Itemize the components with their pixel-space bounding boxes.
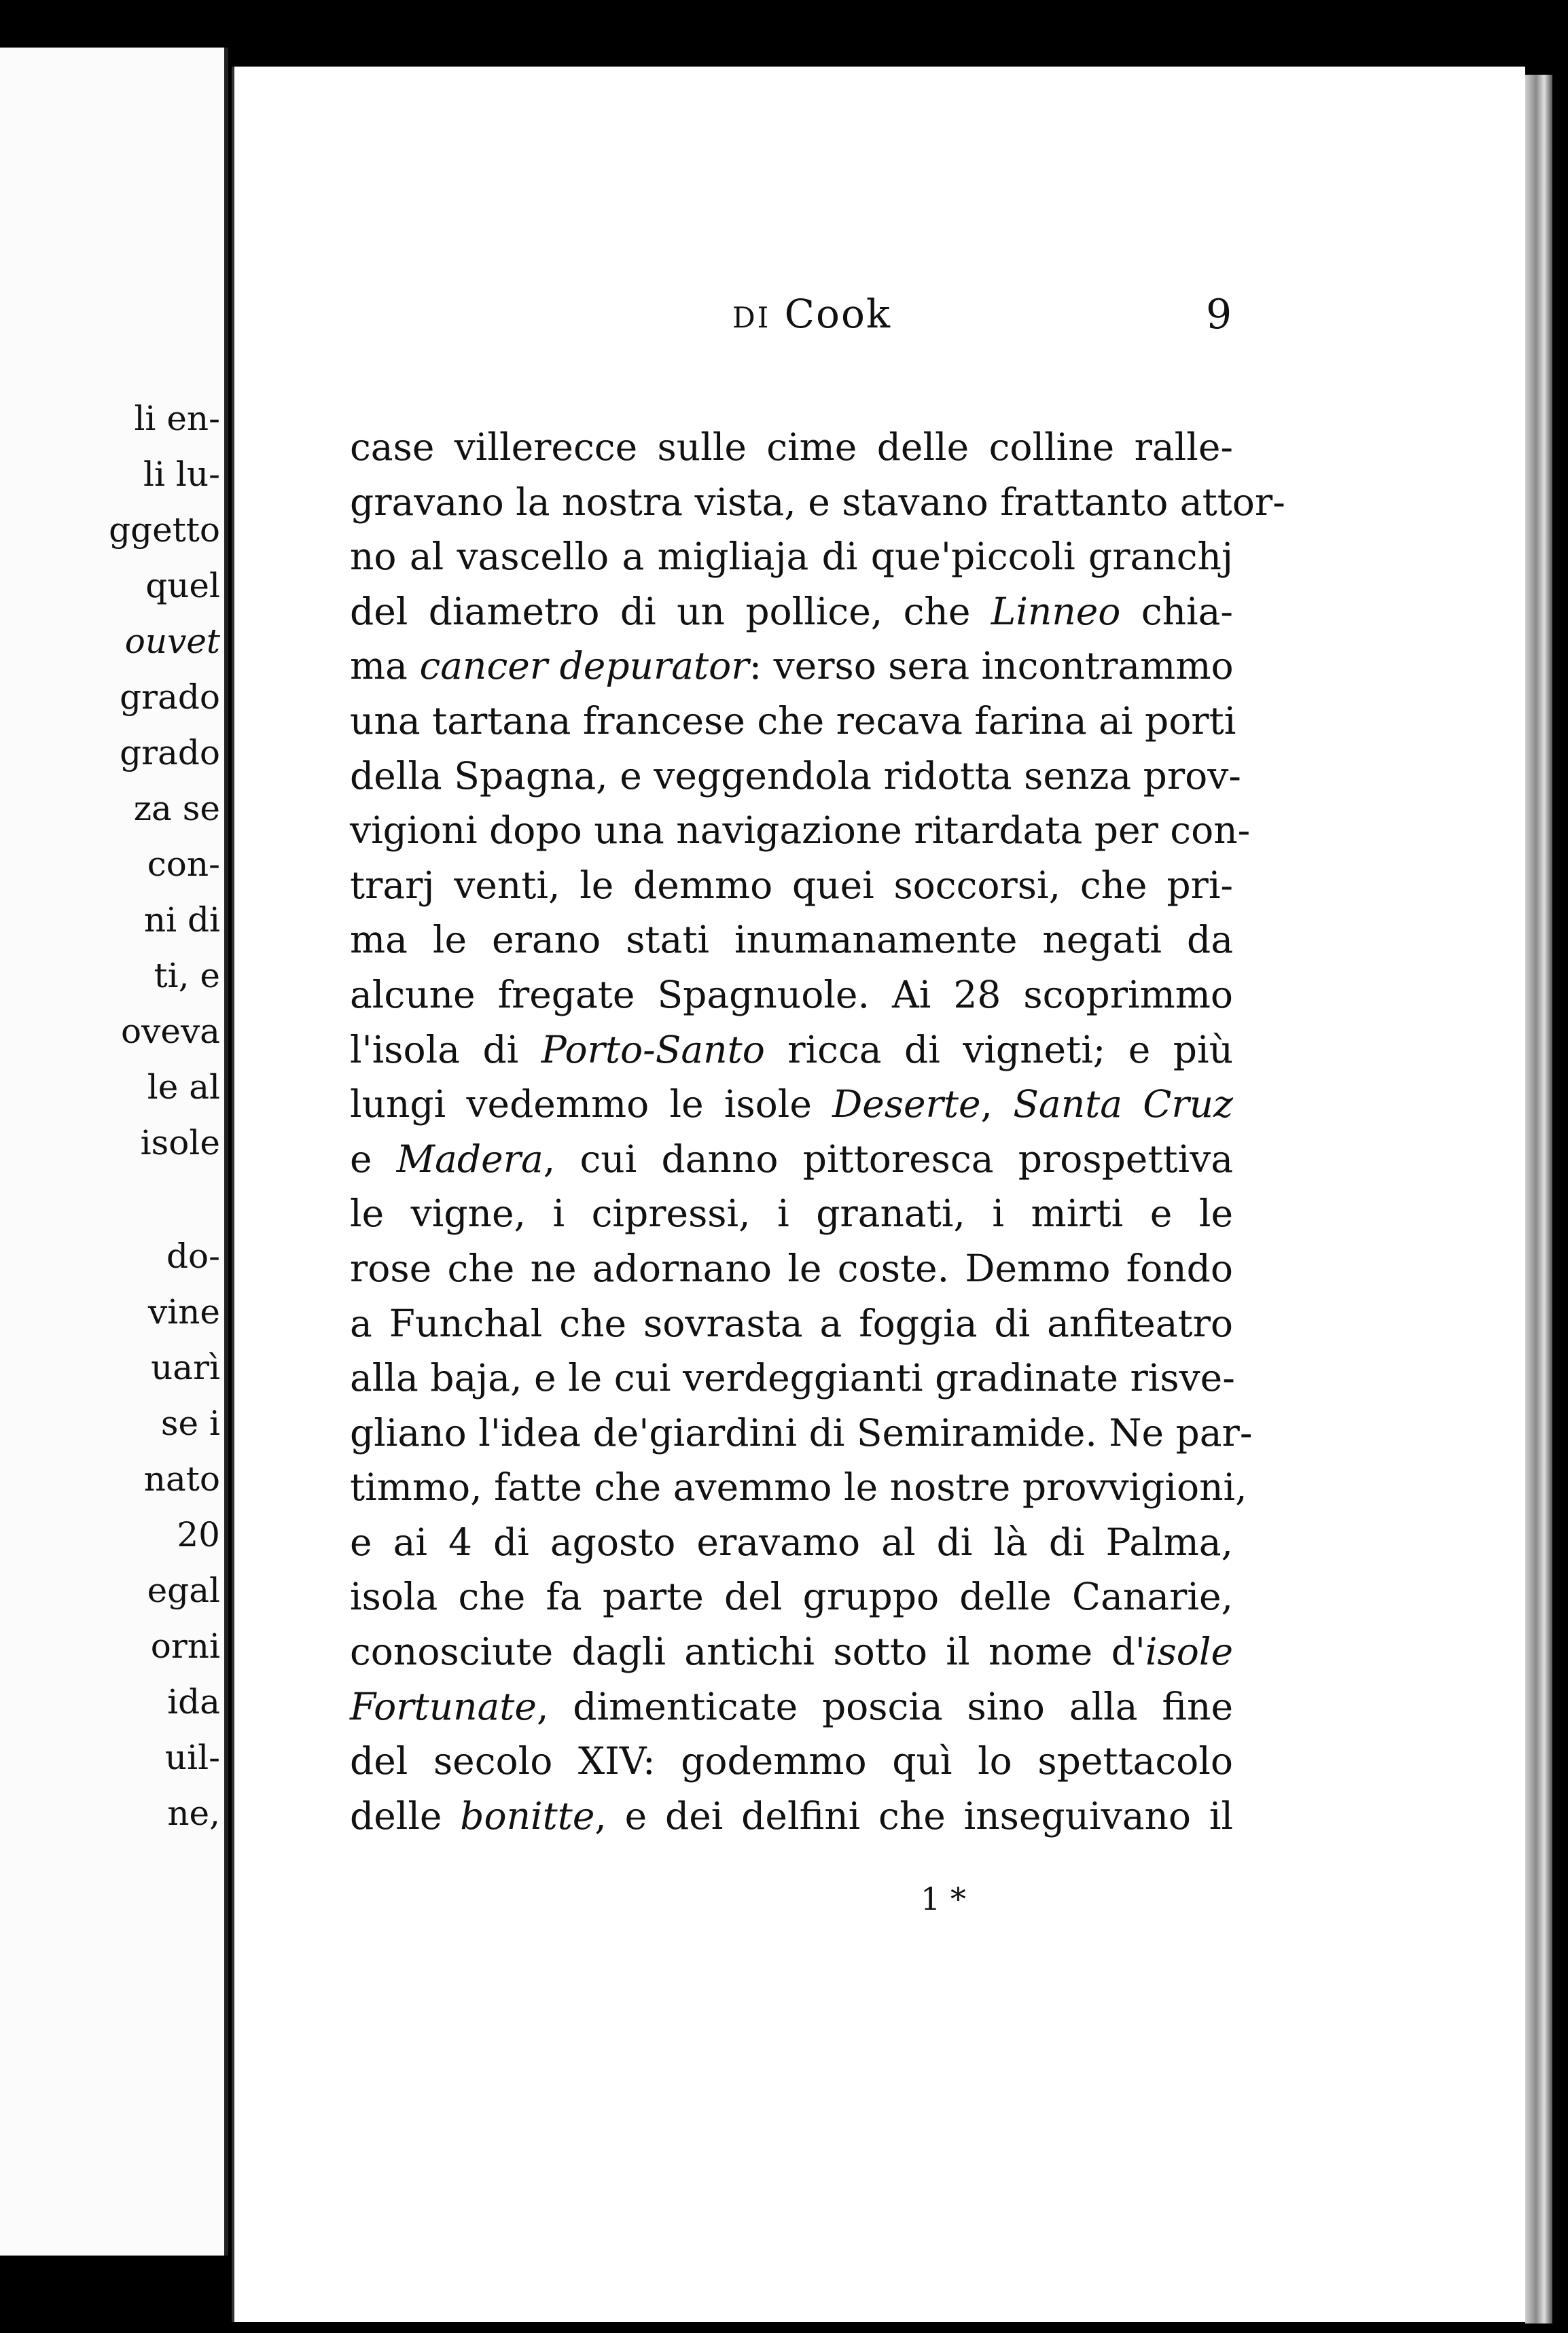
left-page-fragment: li lu-	[143, 455, 220, 494]
text-segment: della Spagna, e veggendola ridotta senza prov-	[350, 753, 1241, 798]
text-segment: l'isola di	[350, 1027, 541, 1071]
italic-text: Porto-Santo	[541, 1027, 765, 1071]
text-segment: del diametro di un pollice, che	[350, 589, 991, 633]
signature-mark: 1 *	[921, 1881, 966, 1917]
page-number: 9	[1206, 291, 1232, 338]
text-segment: a Funchal che sovrasta a foggia di anfiteatro	[350, 1301, 1233, 1345]
text-line	[350, 1624, 1233, 1679]
left-page-fragment: quel	[145, 566, 220, 605]
text-segment: conosciute dagli antichi sotto il nome d'	[350, 1630, 1145, 1674]
text-segment: ,	[980, 1082, 1014, 1126]
italic-text: isole	[1145, 1630, 1233, 1674]
text-segment: case villerecce sulle cime delle colline ralle-	[350, 425, 1233, 469]
left-page-fragment: ida	[167, 1682, 220, 1722]
italic-text: Linneo	[991, 589, 1121, 633]
text-line	[350, 694, 1236, 749]
text-line	[350, 1132, 1233, 1187]
left-page-text-fragments	[16, 391, 220, 1841]
right-page	[234, 67, 1525, 2322]
text-segment: timmo, fatte che avemmo le nostre provvigioni,	[350, 1465, 1247, 1510]
text-segment: , e dei delfini che inseguivano il	[594, 1794, 1233, 1838]
text-line	[350, 639, 1233, 694]
left-page-fragment: nato	[143, 1459, 220, 1499]
text-segment: chia-	[1120, 589, 1233, 633]
page-edge	[1525, 75, 1552, 2323]
text-segment: gravano la nostra vista, e stavano frattanto attor-	[350, 480, 1285, 524]
body-text	[350, 420, 1285, 1843]
left-page-fragment: uil-	[164, 1738, 220, 1777]
italic-text: Madera	[396, 1137, 544, 1181]
text-segment: no al vascello a migliaja di que'piccoli granchj	[350, 535, 1233, 579]
text-line	[350, 858, 1233, 913]
text-line	[350, 529, 1233, 584]
italic-text: Santa Cruz	[1013, 1082, 1234, 1126]
left-page-fragment: ggetto	[109, 510, 220, 550]
text-line	[350, 584, 1233, 639]
left-page-fragment: za se	[133, 789, 220, 828]
text-segment: ma le erano stati inumanamente negati da	[350, 918, 1233, 962]
text-segment: : verso sera incontrammo	[749, 644, 1234, 688]
text-line	[350, 912, 1233, 967]
left-page	[0, 48, 228, 2256]
left-page-fragment: ne,	[167, 1794, 220, 1833]
text-line	[350, 1569, 1233, 1624]
text-line	[350, 1679, 1233, 1734]
running-head-name: Cook	[784, 291, 892, 337]
text-segment: lungi vedemmo le isole	[350, 1082, 833, 1126]
text-segment: , dimenticate poscia sino alla fine	[536, 1684, 1233, 1728]
left-page-fragment: 20	[177, 1515, 220, 1554]
left-page-fragment: ouvet	[124, 622, 220, 661]
text-line	[350, 1406, 1253, 1461]
text-segment: ricca di vigneti; e più	[764, 1027, 1233, 1071]
left-page-fragment: grado	[120, 733, 220, 772]
text-segment: vigioni dopo una navigazione ritardata per con-	[350, 808, 1251, 853]
text-line	[350, 1515, 1233, 1570]
text-segment: e	[350, 1137, 397, 1181]
text-segment: alcune fregate Spagnuole. Ai 28 scoprimmo	[350, 972, 1233, 1016]
text-line	[350, 967, 1233, 1022]
text-line	[350, 1186, 1233, 1241]
left-page-fragment	[16, 1171, 220, 1228]
italic-text: cancer depurator	[419, 644, 749, 688]
left-page-fragment: oveva	[121, 1012, 220, 1051]
text-segment: e ai 4 di agosto eravamo al di là di Palma,	[350, 1520, 1233, 1564]
text-line	[350, 1460, 1247, 1515]
text-line	[350, 420, 1233, 475]
text-segment: alla baja, e le cui verdeggianti gradinate risve-	[350, 1356, 1235, 1400]
left-page-fragment: se i	[160, 1404, 220, 1443]
text-segment: , cui danno pittoresca prospettiva	[543, 1137, 1233, 1181]
left-page-fragment: egal	[147, 1571, 220, 1610]
left-page-fragment: ti, e	[154, 956, 220, 995]
italic-text: Deserte	[832, 1082, 981, 1126]
left-page-fragment: le al	[147, 1067, 220, 1107]
left-page-fragment: orni	[150, 1626, 220, 1666]
left-page-fragment: vine	[147, 1292, 220, 1332]
text-segment: trarj venti, le demmo quei soccorsi, che pri-	[350, 863, 1233, 907]
text-line	[350, 475, 1285, 530]
text-line	[350, 1789, 1233, 1844]
text-line	[350, 1734, 1233, 1789]
text-segment: le vigne, i cipressi, i granati, i mirti e le	[350, 1192, 1233, 1236]
text-line	[350, 749, 1241, 804]
left-page-fragment: isole	[140, 1123, 220, 1162]
left-page-fragment: ni di	[143, 900, 220, 940]
text-segment: rose che ne adornano le coste. Demmo fondo	[350, 1246, 1233, 1290]
text-line	[350, 1022, 1233, 1078]
text-segment: del secolo XIV: godemmo quì lo spettacolo	[350, 1739, 1233, 1783]
text-line	[350, 803, 1251, 858]
text-line	[350, 1077, 1233, 1132]
text-line	[350, 1296, 1233, 1351]
text-line	[350, 1351, 1233, 1406]
left-page-fragment: li en-	[134, 399, 220, 438]
left-page-fragment: grado	[120, 677, 220, 717]
italic-text: bonitte	[460, 1794, 595, 1838]
text-segment: ma	[350, 644, 420, 688]
text-segment: isola che fa parte del gruppo delle Canarie,	[350, 1575, 1233, 1619]
text-segment: gliano l'idea de'giardini di Semiramide. Ne par-	[350, 1410, 1253, 1455]
text-segment: una tartana francese che recava farina ai porti	[350, 698, 1236, 743]
left-page-fragment: uarì	[151, 1348, 220, 1387]
left-page-fragment: con-	[147, 844, 220, 884]
italic-text: Fortunate	[350, 1684, 537, 1728]
text-line	[350, 1241, 1233, 1296]
running-head-prefix: DI	[732, 301, 771, 334]
text-segment: delle	[350, 1794, 461, 1838]
left-page-fragment: do-	[166, 1236, 220, 1276]
